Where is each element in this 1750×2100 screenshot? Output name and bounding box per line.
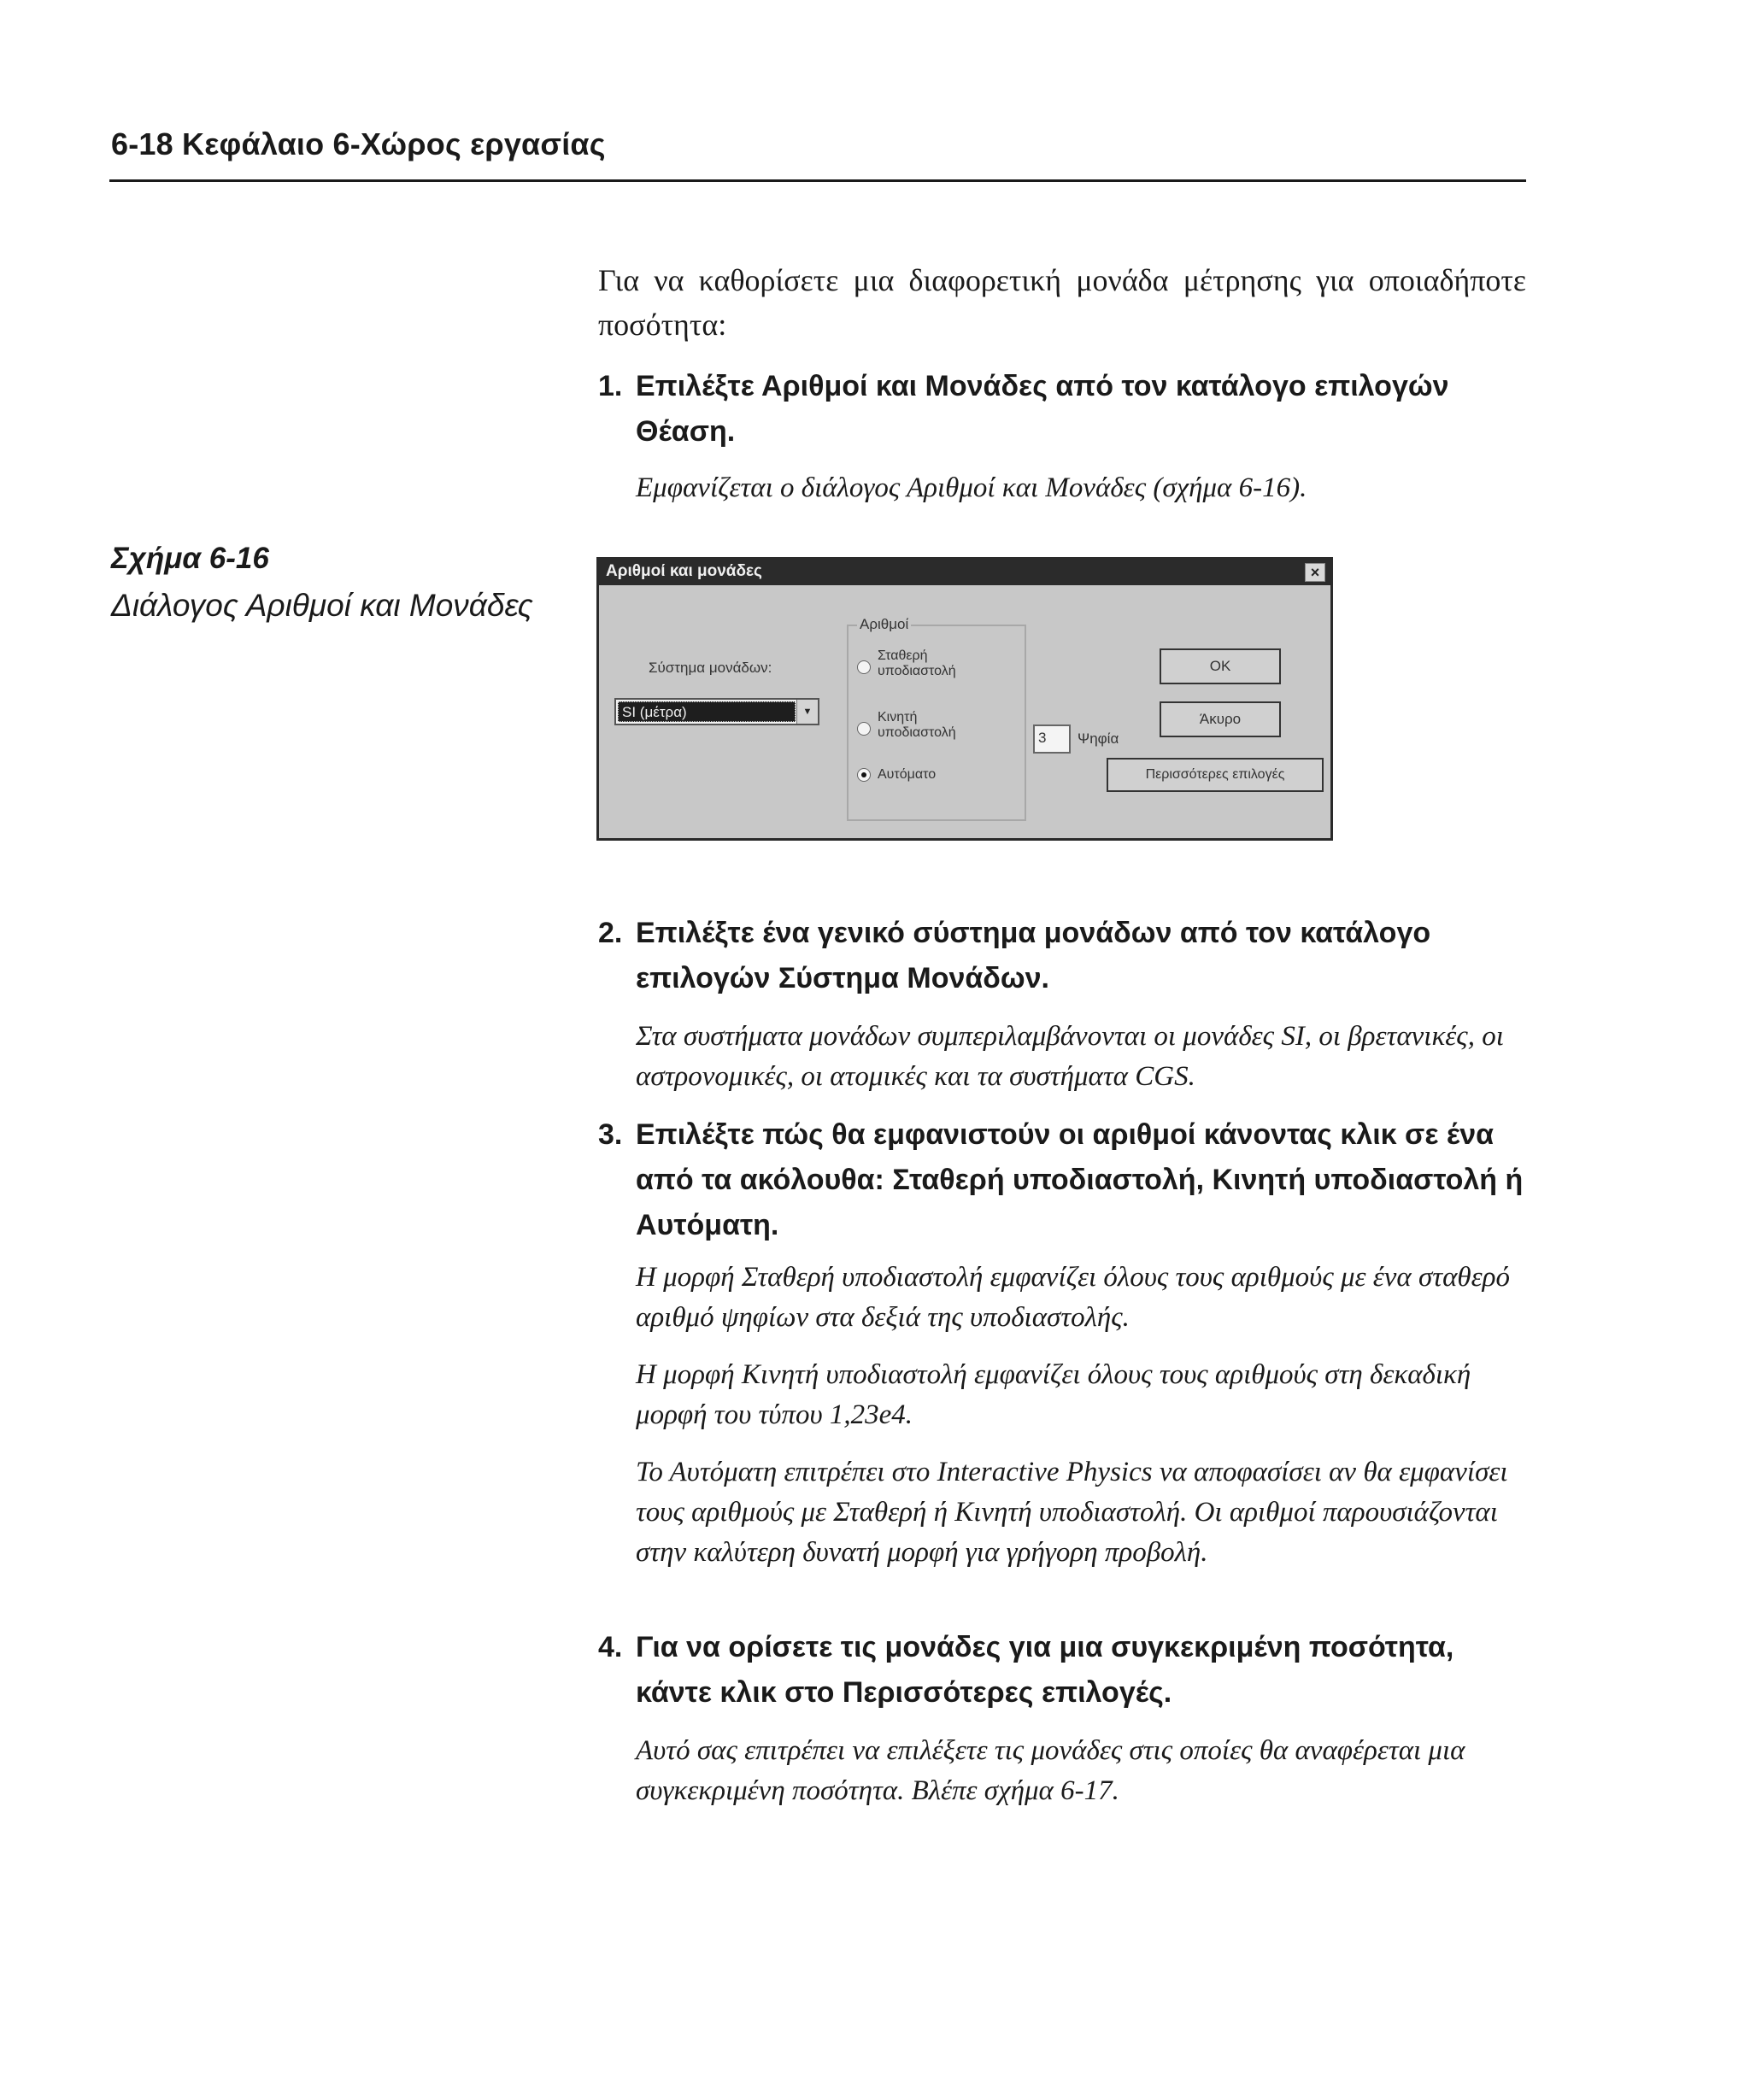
numbers-units-dialog xyxy=(596,557,1333,841)
step-text: Επιλέξτε ένα γενικό σύστημα μονάδων από τον κατάλογο επιλογών Σύστημα Μονάδων. xyxy=(636,917,1431,994)
unit-system-select[interactable] xyxy=(614,698,819,725)
step-text: Επιλέξτε Αριθμοί και Μονάδες από τον κατάλογο επιλογών Θέαση. xyxy=(636,370,1449,448)
dialog-titlebar xyxy=(599,560,1330,585)
more-options-button[interactable]: Περισσότερες επιλογές xyxy=(1107,758,1324,792)
ok-button[interactable]: OK xyxy=(1160,648,1281,684)
digits-input[interactable]: 3 xyxy=(1033,724,1071,754)
figure-caption-title: Σχήμα 6-16 xyxy=(111,542,269,575)
step-number: 2. xyxy=(598,917,623,949)
numbers-group xyxy=(847,616,1026,821)
unit-system-value: SI (μέτρα) xyxy=(618,701,796,722)
cancel-button[interactable]: Άκυρο xyxy=(1160,701,1281,737)
step-3-note-2: Η μορφή Κινητή υποδιαστολή εμφανίζει όλους τους αριθμούς στη δεκαδική μορφή του τύπου 1,23e4. xyxy=(636,1359,1471,1430)
step-2 xyxy=(598,911,1526,1001)
radio-automatic-label: Αυτόματο xyxy=(878,767,937,782)
step-number: 3. xyxy=(598,1118,623,1151)
step-3-note-1: Η μορφή Σταθερή υποδιαστολή εμφανίζει όλους τους αριθμούς με ένα σταθερό αριθμό ψηφίων στα δεξιά της υποδιαστολής. xyxy=(636,1262,1510,1333)
chevron-down-icon[interactable]: ▼ xyxy=(796,700,818,724)
radio-floating-point-label: Κινητή υποδιαστολή xyxy=(878,710,956,740)
digits-label: Ψηφία xyxy=(1078,730,1119,747)
close-icon[interactable]: × xyxy=(1305,563,1325,582)
radio-fixed-point[interactable] xyxy=(857,660,871,674)
figure-caption-subtitle: Διάλογος Αριθμοί και Μονάδες xyxy=(111,588,533,623)
step-number: 4. xyxy=(598,1631,623,1663)
dialog-title: Αριθμοί και μονάδες xyxy=(606,562,762,580)
radio-floating-point[interactable] xyxy=(857,722,871,736)
page-header: 6-18 Κεφάλαιο 6-Χώρος εργασίας xyxy=(111,126,606,161)
unit-system-label: Σύστημα μονάδων: xyxy=(649,660,772,676)
step-number: 1. xyxy=(598,370,623,402)
radio-automatic[interactable] xyxy=(857,768,871,782)
step-3 xyxy=(598,1112,1526,1248)
step-text: Επιλέξτε πώς θα εμφανιστούν οι αριθμοί κάνοντας κλικ σε ένα από τα ακόλουθα: Σταθερή υποδιαστολή, Κινητή υποδιαστολή ή Αυτόματη. xyxy=(636,1118,1524,1241)
numbers-group-label: Αριθμοί xyxy=(857,616,911,633)
step-4-note: Αυτό σας επιτρέπει να επιλέξετε τις μονάδες στις οποίες θα αναφέρεται μια συγκεκριμένη ποσότητα. Βλέπε σχήμα 6-17. xyxy=(636,1735,1465,1806)
step-4 xyxy=(598,1625,1526,1716)
step-3-note-3: Το Αυτόματη επιτρέπει στο Interactive Physics να αποφασίσει αν θα εμφανίσει τους αριθμούς με Σταθερή ή Κινητή υποδιαστολή. Οι αριθμοί παρουσιάζονται στην καλύτερη δυνατή μορφή για γρήγορη προβολή. xyxy=(636,1457,1508,1568)
step-text: Για να ορίσετε τις μονάδες για μια συγκεκριμένη ποσότητα, κάντε κλικ στο Περισσότερες επιλογές. xyxy=(636,1631,1454,1709)
step-2-note: Στα συστήματα μονάδων συμπεριλαμβάνονται οι μονάδες SI, οι βρετανικές, οι αστρονομικές, οι ατομικές και τα συστήματα CGS. xyxy=(636,1021,1504,1092)
step-1 xyxy=(598,364,1526,455)
header-rule xyxy=(109,179,1526,182)
step-1-note: Εμφανίζεται ο διάλογος Αριθμοί και Μονάδες (σχήμα 6-16). xyxy=(636,472,1307,503)
radio-fixed-point-label: Σταθερή υποδιαστολή xyxy=(878,648,956,678)
intro-paragraph: Για να καθορίσετε μια διαφορετική μονάδα μέτρησης για οποιαδήποτε ποσότητα: xyxy=(598,263,1526,342)
